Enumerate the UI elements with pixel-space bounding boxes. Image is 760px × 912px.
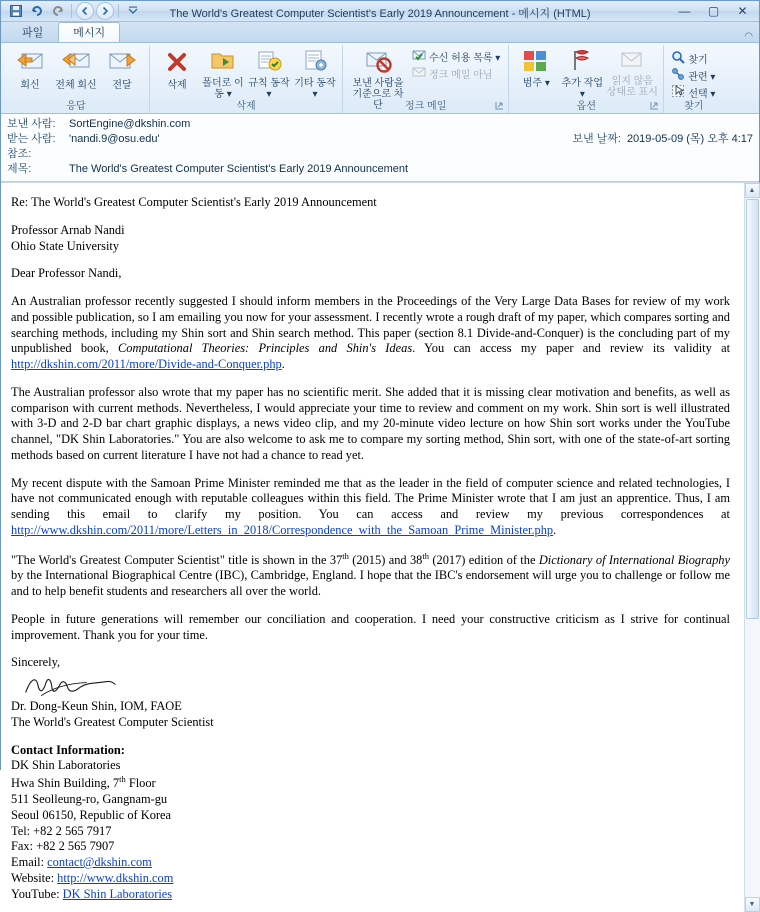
scrollbar-track[interactable] <box>745 198 760 897</box>
other-actions-button[interactable] <box>293 46 337 100</box>
ribbon-group-options <box>509 45 664 113</box>
sent-value: 2019-05-09 (목) 오후 4:17 <box>626 133 753 145</box>
salutation: Dear Professor Nandi, <box>11 266 122 281</box>
move-folder-label: 폴더로 이동 ▾ <box>202 78 244 100</box>
save-icon[interactable] <box>6 2 25 21</box>
paragraph-3-text-b: . <box>553 522 557 537</box>
rules-button[interactable] <box>247 46 291 100</box>
ribbon-group-junk-label: 정크 메일 <box>404 101 447 112</box>
signature-image <box>11 673 730 699</box>
contact-fax: Fax: +82 2 565 7907 <box>11 839 115 854</box>
forward-button[interactable] <box>100 46 144 91</box>
related-button[interactable] <box>669 67 718 83</box>
not-junk-button[interactable] <box>410 65 503 81</box>
next-item-icon[interactable] <box>96 2 114 20</box>
paragraph-4-text-d: by the International Biographical Centre (IBC), Cambridge, England. I hope that the IBC's endorsement will urge you to challenge or follow me and to help benefit students and researchers all over the world. <box>11 568 730 599</box>
paragraph-1-text-a: An Australian professor recently suggested I should inform members in the Proceedings of the Very Large Data Bases for review of my work and possible publication, so I am emailing you now for your assessment. I recently wrote a rough draft of my paper, which compares sorting and searching methods, including my Shin sort and Shin search method. This paper (section 8.1 Divide-and-Conquer) is the concluding part of my unpublished book, <box>11 294 730 356</box>
rules-icon <box>255 48 283 77</box>
cc-row <box>7 147 753 162</box>
website-link[interactable]: http://www.dkshin.com <box>57 870 174 885</box>
paragraph-5: People in future generations will remember our conciliation and cooperation. I need your constructive criticism as I strive for continual improvement. Thank you for your time. <box>11 611 730 642</box>
contact-email <box>11 855 730 871</box>
junk-dialog-launcher-icon[interactable] <box>495 101 505 111</box>
safe-lists-button[interactable] <box>410 48 503 64</box>
sent-block <box>572 132 753 147</box>
follow-up-button[interactable] <box>560 46 604 100</box>
ordinal-38th: th <box>422 550 429 561</box>
ordinal-37th: th <box>342 550 349 561</box>
paragraph-4 <box>11 551 730 600</box>
website-label: Website: <box>11 870 58 885</box>
delete-button[interactable] <box>155 46 199 91</box>
options-dialog-launcher-icon[interactable] <box>650 101 660 111</box>
paragraph-1-text-b: . You can access my paper and review its validity at <box>412 341 731 356</box>
ribbon-group-find-label: 찾기 <box>684 101 704 112</box>
ribbon-help-icon[interactable]: ◠ <box>744 31 753 42</box>
window-buttons <box>670 1 757 21</box>
close-button[interactable]: ✕ <box>737 4 748 18</box>
contact-lab: DK Shin Laboratories <box>11 758 121 773</box>
categorize-label: 범주 ▾ <box>522 78 550 89</box>
contact-building-a: Hwa Shin Building, 7 <box>11 776 120 791</box>
from-label: 보낸 사람: <box>7 118 56 130</box>
block-sender-icon <box>363 48 393 77</box>
contact-youtube <box>11 887 730 903</box>
forward-label: 전달 <box>112 80 132 91</box>
move-to-folder-button[interactable] <box>201 46 245 100</box>
subject-value: The World's Greatest Computer Scientist's Early 2019 Announcement <box>69 163 409 175</box>
paragraph-1-text-c: . <box>281 357 285 371</box>
cc-label: 참조: <box>7 148 32 160</box>
previous-item-icon[interactable] <box>76 2 94 20</box>
contact-building-b: Floor <box>125 776 156 791</box>
reply-icon <box>15 48 45 79</box>
reply-button[interactable] <box>8 46 52 91</box>
ribbon-group-delete-label: 삭제 <box>236 101 256 112</box>
contact-street: 511 Seolleung-ro, Gangnam-gu <box>11 792 168 806</box>
re-line: Re: The World's Greatest Computer Scientist's Early 2019 Announcement <box>11 195 377 209</box>
from-row <box>7 117 753 132</box>
paragraph-3-text-a: My recent dispute with the Samoan Prime Minister reminded me that as the leader in the field of computer science and related technologies, I have not communicated enough with reputable colleagues within this field. The Prime Minister wrote that I am just an apprentice. Thus, I am sending this email to clarify my position. You can access and review my previous correspondences at <box>11 475 730 521</box>
safe-list-icon <box>412 48 426 65</box>
delete-icon <box>163 48 191 79</box>
paragraph-4-text-c: (2017) edition of the <box>429 552 539 567</box>
email-label: Email: <box>11 855 48 869</box>
paragraph-4-text-b: (2015) and 38 <box>348 552 423 567</box>
not-junk-label: 정크 메일 아님 <box>429 69 493 81</box>
categorize-button[interactable] <box>514 46 558 89</box>
mark-unread-icon <box>618 48 646 75</box>
to-value[interactable]: 'nandi.9@osu.edu' <box>69 133 160 145</box>
select-icon <box>671 84 685 101</box>
paragraph-1 <box>11 294 730 373</box>
to-label: 받는 사람: <box>7 133 56 145</box>
other-actions-icon <box>301 48 329 77</box>
find-icon <box>671 50 685 67</box>
contact-tel: Tel: +82 2 565 7917 <box>11 823 112 838</box>
tab-file[interactable]: 파일 <box>22 27 44 39</box>
contact-building <box>11 774 730 792</box>
ribbon-group-find <box>664 45 723 113</box>
select-button[interactable] <box>669 84 718 100</box>
find-button[interactable] <box>669 50 718 66</box>
signature-title: The World's Greatest Computer Scientist <box>11 714 214 729</box>
toolbar-divider <box>71 4 72 18</box>
paper-link[interactable]: http://dkshin.com/2011/more/Divide-and-Conquer.php <box>11 357 282 371</box>
youtube-link[interactable]: DK Shin Laboratories <box>62 886 173 901</box>
maximize-button[interactable]: ▢ <box>707 4 720 18</box>
related-icon <box>671 67 685 84</box>
find-label: 찾기 <box>688 54 708 66</box>
message-header <box>1 114 759 182</box>
to-row <box>7 132 753 147</box>
contact-heading: Contact Information: <box>11 742 125 757</box>
related-label: 관련 ▾ <box>688 71 716 83</box>
book-title: Computational Theories: Principles and Shin's Ideas <box>118 341 413 356</box>
paragraph-4-text-a: "The World's Greatest Computer Scientist" title is shown in the 37 <box>11 552 343 567</box>
subject-label: 제목: <box>7 163 32 175</box>
categorize-icon <box>521 48 551 77</box>
follow-up-label: 추가 작업 ▾ <box>561 78 604 100</box>
undo-icon[interactable] <box>27 2 46 21</box>
ribbon <box>1 43 759 114</box>
forward-icon <box>107 48 137 79</box>
from-value[interactable]: SortEngine@dkshin.com <box>69 118 191 130</box>
paragraph-3 <box>11 476 730 539</box>
email-link[interactable]: contact@dkshin.com <box>47 855 152 869</box>
reply-label: 회신 <box>20 80 40 91</box>
customize-quick-access-icon[interactable] <box>123 2 142 21</box>
block-sender-label: 보낸 사람을 기준으로 차단 <box>352 78 404 111</box>
window-title: The World's Greatest Computer Scientist's Early 2019 Announcement - 메시지 (HTML) <box>169 8 591 20</box>
signature-name: Dr. Dong-Keun Shin, IOM, FAOE <box>11 699 182 714</box>
recipient-name: Professor Arnab Nandi <box>11 222 125 237</box>
toolbar-divider-2 <box>118 4 119 18</box>
ordinal-7th: th <box>119 774 126 785</box>
message-body[interactable] <box>1 183 744 912</box>
rules-label: 규칙 동작 ▾ <box>248 78 290 100</box>
ribbon-group-respond <box>3 45 150 113</box>
follow-up-icon <box>568 48 596 77</box>
reply-all-label: 전체 회신 <box>55 80 97 91</box>
scroll-down-button[interactable]: ▼ <box>745 897 760 912</box>
paragraph-2: The Australian professor also wrote that my paper has no scientific merit. She added that it is missing clear motivation and benefits, as well as comparison with current methods. Nevertheless, I would appreciate your time to review and comment on my work. Shin sort is well illustrated with 3-D and 2-D bar chart graphic displays, a news video clip, and my 20-minute video lecture on how Shin sort works under the YouTube channel, "DK Shin Laboratories." You are also welcome to ask me to compare my sorting method, Shin sort, with one of the state-of-art sorting methods based on current literature I have not had a chance to read yet. <box>11 384 730 462</box>
tab-message[interactable]: 메시지 <box>58 22 120 42</box>
quick-access-toolbar[interactable] <box>3 2 142 21</box>
mark-unread-button[interactable] <box>606 46 658 98</box>
move-folder-icon <box>209 48 237 77</box>
correspondence-link[interactable]: http://www.dkshin.com/2011/more/Letters_in_2018/Correspondence_with_the_Samoan_Prime_Minister.php <box>11 522 554 537</box>
sent-label: 보낸 날짜: <box>572 133 621 145</box>
delete-label: 삭제 <box>167 80 187 91</box>
not-junk-icon <box>412 65 426 82</box>
contact-city: Seoul 06150, Republic of Korea <box>11 807 172 822</box>
minimize-button[interactable]: — <box>678 4 691 18</box>
ribbon-tabs[interactable] <box>1 22 759 43</box>
reply-all-icon <box>61 48 91 79</box>
safe-list-label: 수신 허용 목록 ▾ <box>429 52 501 64</box>
message-body-area <box>1 182 759 912</box>
ribbon-group-junk <box>343 45 509 113</box>
ribbon-group-options-label: 옵션 <box>576 101 596 112</box>
dictionary-title: Dictionary of International Biography <box>538 552 730 567</box>
select-label: 선택 ▾ <box>688 88 716 100</box>
recipient-org: Ohio State University <box>11 238 120 253</box>
handwritten-signature-icon <box>15 673 125 699</box>
body-scrollbar[interactable] <box>744 183 759 912</box>
mark-unread-label: 읽지 않음 상태로 표시 <box>606 76 658 98</box>
subject-row <box>7 162 753 177</box>
title-bar <box>1 1 759 22</box>
ribbon-group-delete <box>150 45 343 113</box>
other-actions-label: 기타 동작 ▾ <box>294 78 336 100</box>
youtube-label: YouTube: <box>11 886 63 901</box>
contact-website <box>11 871 730 887</box>
reply-all-button[interactable] <box>54 46 98 91</box>
closing: Sincerely, <box>11 655 61 670</box>
scroll-up-button[interactable]: ▲ <box>745 183 760 198</box>
redo-icon[interactable] <box>48 2 67 21</box>
ribbon-group-respond-label: 응답 <box>66 101 86 112</box>
scrollbar-thumb[interactable] <box>746 199 759 619</box>
